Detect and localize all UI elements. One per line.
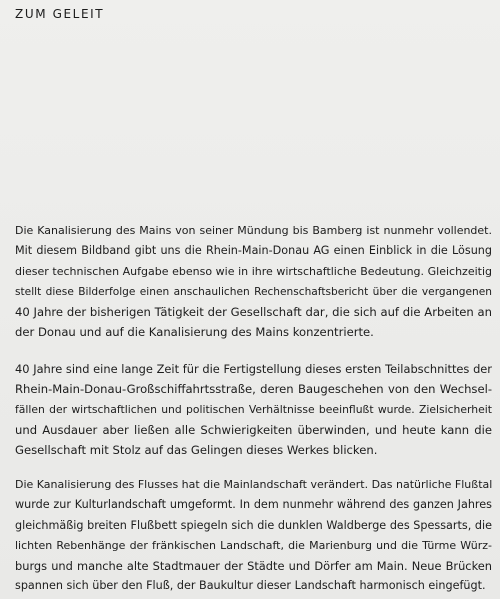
paragraph-line: Gesellschaft mit Stolz auf das Gelingen dieses Werkes blicken. — [15, 443, 378, 458]
paragraph-line: der Donau und auf die Kanalisierung des Mains konzentrierte. — [15, 325, 374, 340]
paragraph-line: Rhein-Main-Donau-Großschiffahrtsstraße, deren Baugeschehen von den Wechsel- — [15, 382, 492, 397]
paragraph-line: gleichmäßig breiten Flußbett spiegeln sich die dunklen Waldberge des Spessarts, die — [15, 518, 492, 532]
paragraph-line: Die Kanalisierung des Mains von seiner Mündung bis Bamberg ist nunmehr vollendet. — [15, 224, 492, 237]
paragraph-line: Mit diesem Bildband gibt uns die Rhein-Main-Donau AG einen Einblick in die Lösung — [15, 244, 492, 258]
paragraph-line: wurde zur Kulturlandschaft umgeformt. In dem nunmehr während des ganzen Jahres — [15, 498, 492, 512]
paragraph-1 — [15, 221, 492, 343]
paragraph-line: und Ausdauer aber ließen alle Schwierigkeiten überwinden, und heute kann die — [15, 422, 492, 437]
paragraph-line: spannen sich über den Fluß, der Baukultur dieser Landschaft harmonisch eingefügt. — [15, 579, 486, 593]
paragraph-line: stellt diese Bilderfolge einen anschaulichen Rechenschaftsbericht über die vergangenen — [15, 285, 492, 298]
paragraph-3 — [15, 475, 492, 597]
paragraph-line: 40 Jahre sind eine lange Zeit für die Fertigstellung dieses ersten Teilabschnittes der — [15, 362, 492, 376]
paragraph-line: lichten Rebenhänge der fränkischen Landschaft, die Marienburg und die Türme Würz- — [15, 538, 492, 552]
page-heading: ZUM GELEIT — [15, 7, 105, 21]
paragraph-line: burgs und manche alte Stadtmauer der Städte und Dörfer am Main. Neue Brücken — [15, 559, 492, 574]
paragraph-line: Die Kanalisierung des Flusses hat die Mainlandschaft verändert. Das natürliche Flußtal — [15, 478, 493, 491]
paragraph-line: dieser technischen Aufgabe ebenso wie in ihre wirtschaftliche Bedeutung. Gleichzeitig — [15, 264, 492, 278]
paragraph-line: 40 Jahre der bisherigen Tätigkeit der Gesellschaft dar, die sich auf die Arbeiten an — [15, 305, 492, 320]
paragraph-2 — [15, 359, 492, 460]
paragraph-line: fällen der wirtschaftlichen und politischen Verhältnisse beeinflußt wurde. Zielsicherheit — [15, 402, 492, 416]
